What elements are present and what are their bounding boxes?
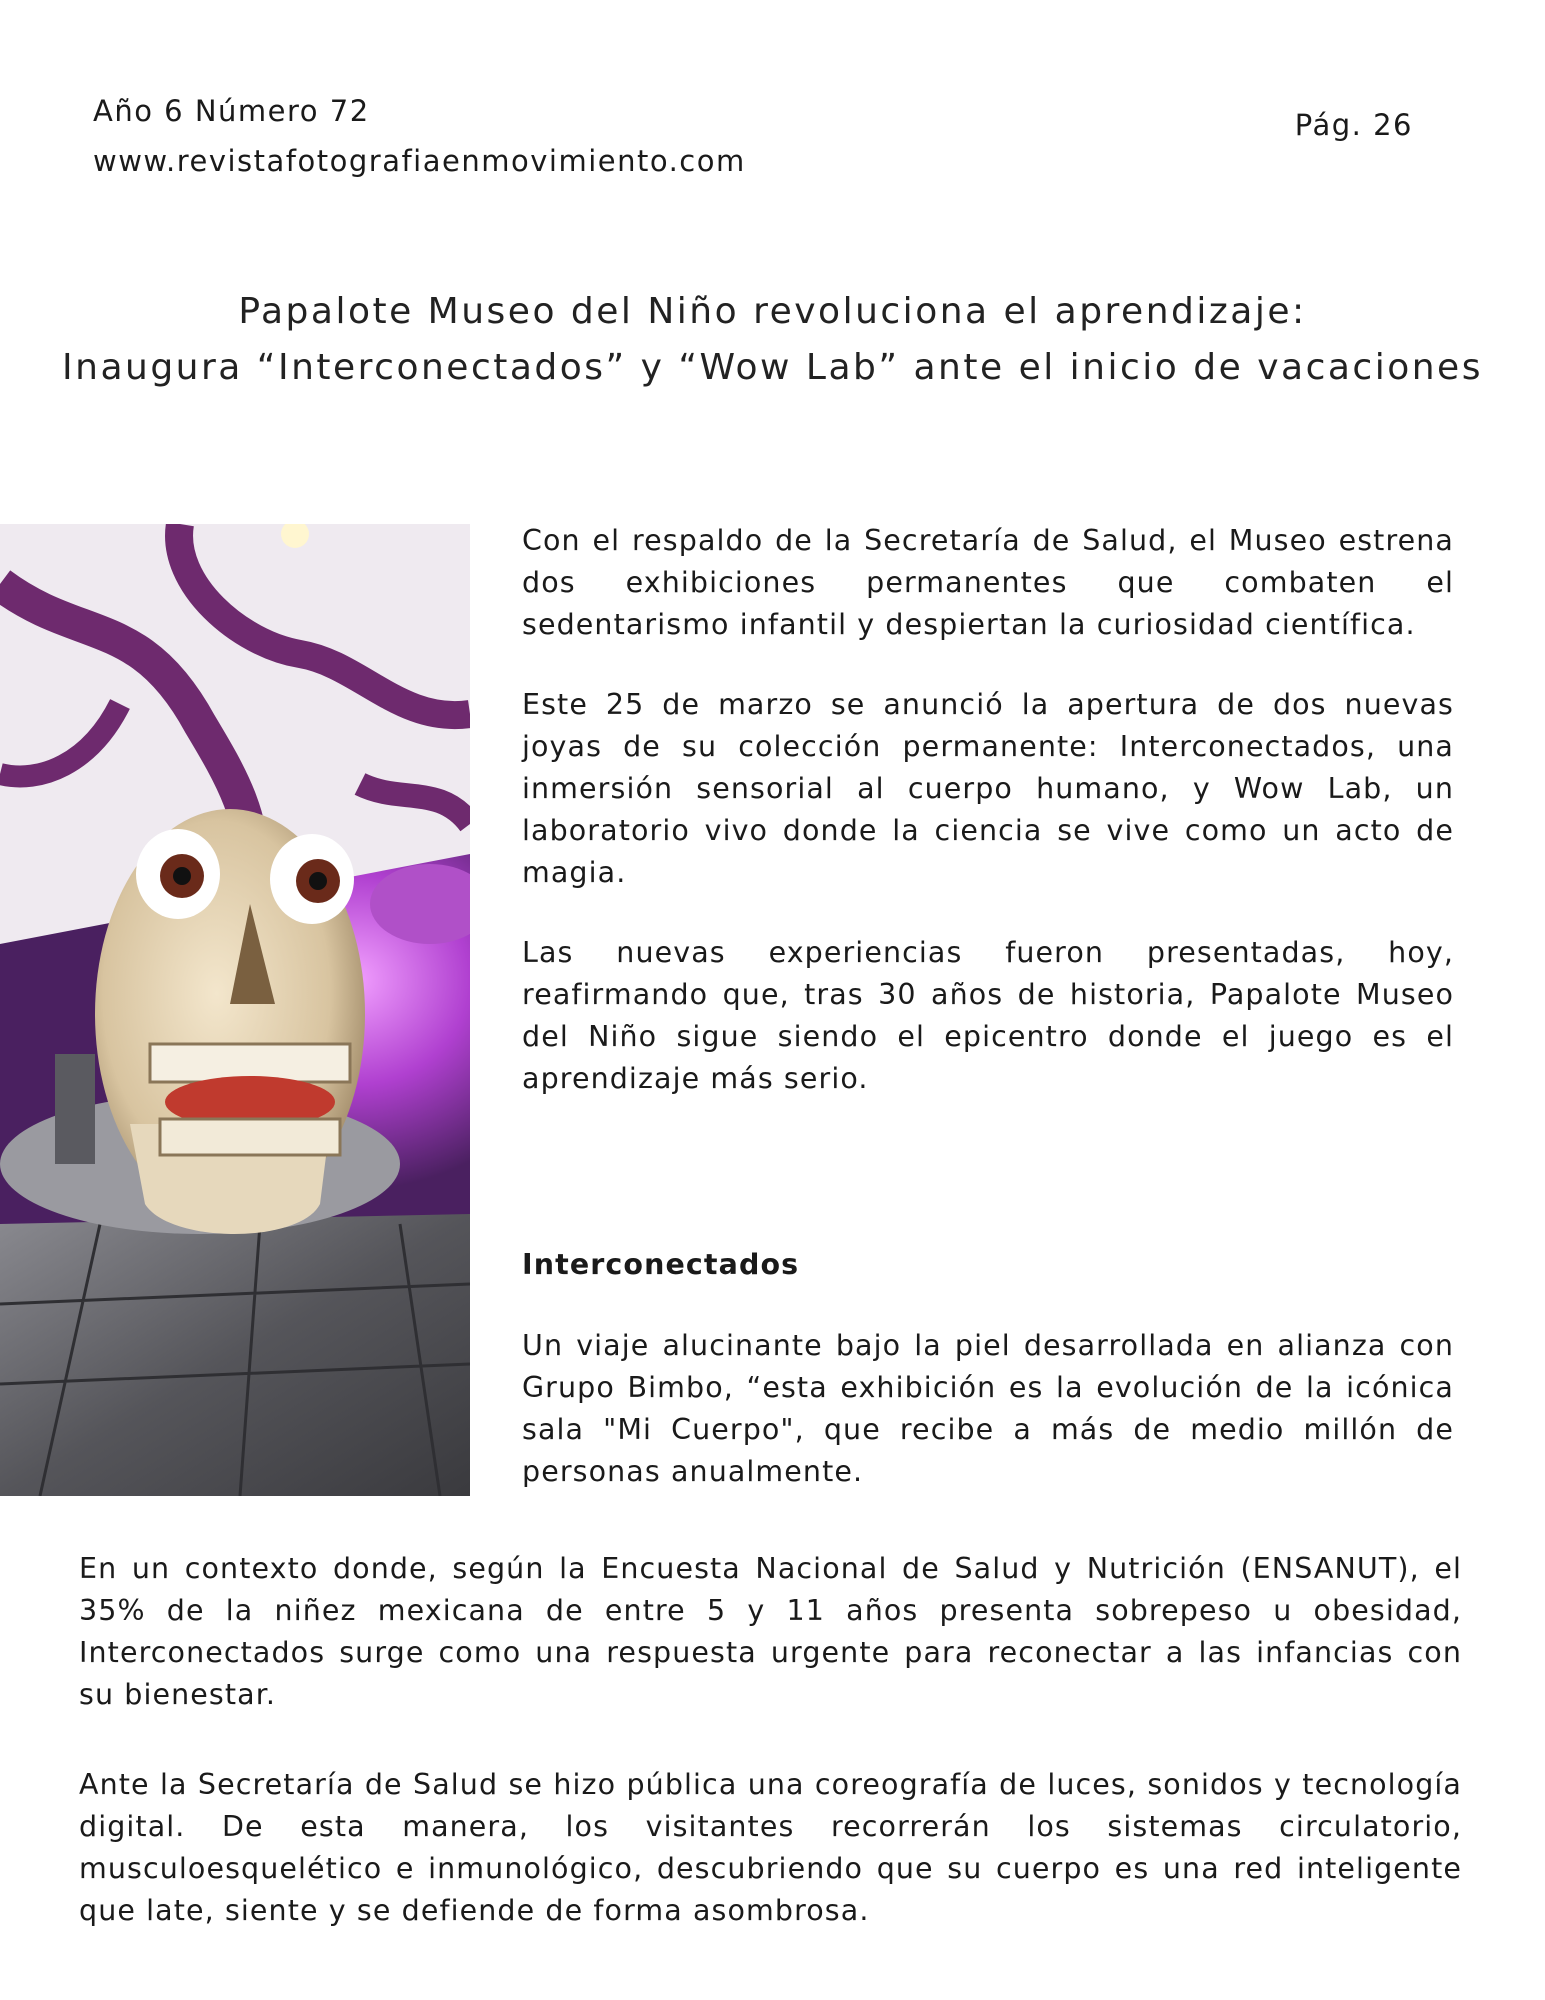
paragraph-announcement: Este 25 de marzo se anunció la apertura de dos nuevas joyas de su colección permanente: Interconectados, una inmersión sensorial al cuerpo humano, y Wow Lab, un laboratorio vivo donde la ciencia se vive como un acto de magia. — [522, 688, 1454, 889]
paragraph-presentation: Las nuevas experiencias fueron presentadas, hoy, reafirmando que, tras 30 años de historia, Papalote Museo del Niño sigue siendo el epicentro donde el juego es el aprendizaje más serio. — [522, 936, 1454, 1095]
paragraph-intro: Con el respaldo de la Secretaría de Salud, el Museo estrena dos exhibiciones permanentes que combaten el sedentarismo infantil y despiertan la curiosidad científica. — [522, 524, 1454, 641]
article-title — [0, 284, 1545, 396]
issue-header — [93, 86, 746, 186]
paragraph-choreography: Ante la Secretaría de Salud se hizo pública una coreografía de luces, sonidos y tecnología digital. De esta manera, los visitantes recorrerán los sistemas circulatorio, musculoesquelético e inmunológico, descubriendo que su cuerpo es una red inteligente que late, siente y se defiende de forma asombrosa. — [79, 1768, 1462, 1927]
page-number: Pág. 26 — [1294, 108, 1413, 142]
title-line-2: Inaugura “Interconectados” y “Wow Lab” ante el inicio de vacaciones — [62, 347, 1483, 388]
website-url[interactable]: www.revistafotografiaenmovimiento.com — [93, 144, 746, 178]
section-heading: Interconectados — [522, 1248, 800, 1281]
issue-number: Año 6 Número 72 — [93, 94, 370, 128]
skull-exhibit-photo — [0, 524, 470, 1496]
paragraph-interconectados: Un viaje alucinante bajo la piel desarrollada en alianza con Grupo Bimbo, “esta exhibición es la evolución de la icónica sala "Mi Cuerpo", que recibe a más de medio millón de personas anualmente. — [522, 1329, 1454, 1488]
paragraph-context: En un contexto donde, según la Encuesta Nacional de Salud y Nutrición (ENSANUT), el 35% de la niñez mexicana de entre 5 y 11 años presenta sobrepeso u obesidad, Interconectados surge como una respuesta urgente para reconectar a las infancias con su bienestar. — [79, 1552, 1462, 1711]
title-line-1: Papalote Museo del Niño revoluciona el aprendizaje: — [238, 291, 1307, 332]
